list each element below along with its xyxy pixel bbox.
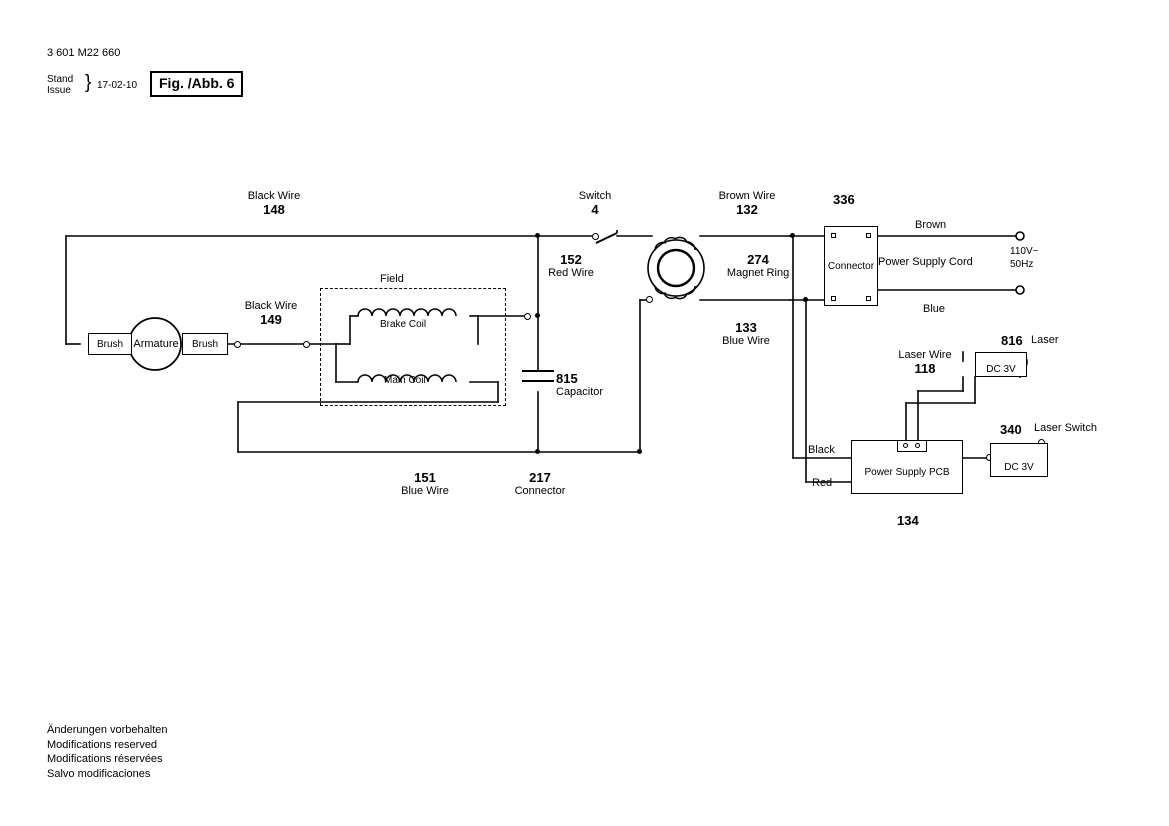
dc3v-switch-box xyxy=(990,443,1048,477)
pcb-header-connector xyxy=(897,440,927,452)
label-815-name: Capacitor xyxy=(556,386,604,398)
label-815-num: 815 xyxy=(556,371,578,386)
label-149-name: Black Wire xyxy=(244,300,298,312)
brake-coil-label: Brake Coil xyxy=(380,319,427,330)
label-152-num: 152 xyxy=(560,252,582,267)
label-118-name: Laser Wire xyxy=(898,349,952,361)
label-274 xyxy=(714,252,802,279)
footer-line: Salvo modificaciones xyxy=(47,767,151,780)
issue-label: Issue xyxy=(47,85,71,96)
main-switch-symbol xyxy=(596,230,617,243)
brace-glyph: } xyxy=(85,72,92,93)
text-mains-voltage: 110V~ xyxy=(1010,246,1039,257)
dc3v-laser-box xyxy=(975,352,1027,377)
label-274-num: 274 xyxy=(747,252,769,267)
power-supply-cord-label xyxy=(878,247,1022,277)
main-coil-label: Main Coil xyxy=(384,375,426,386)
label-217-num: 217 xyxy=(529,470,551,485)
label-815 xyxy=(556,371,603,398)
label-132-num: 132 xyxy=(736,202,758,217)
field-enclosure xyxy=(320,288,506,406)
junction-top-bus xyxy=(535,233,540,238)
text-black: Black xyxy=(808,444,835,456)
label-switch-4 xyxy=(555,190,635,217)
label-switch-4-num: 4 xyxy=(591,202,599,217)
label-149 xyxy=(212,300,330,327)
node-brush-right xyxy=(234,341,241,348)
connector-336-label: Connector xyxy=(827,260,875,272)
label-133-name: Blue Wire xyxy=(722,335,770,347)
footer-line: Modifications reserved xyxy=(47,738,158,751)
connector-pin xyxy=(831,233,836,238)
text-blue: Blue xyxy=(923,303,946,315)
footer-line: Modifications réservées xyxy=(47,753,163,765)
label-133 xyxy=(700,320,792,347)
connector-pin xyxy=(866,296,871,301)
label-340-name: Laser Switch xyxy=(1034,422,1097,434)
label-152 xyxy=(531,252,611,279)
magnet-ring-symbol xyxy=(648,237,704,298)
mains-terminal-top xyxy=(1016,232,1024,240)
label-336: 336 xyxy=(833,192,855,207)
label-816-num: 816 xyxy=(1001,333,1023,348)
pcb-pin xyxy=(915,443,920,448)
label-134: 134 xyxy=(897,513,919,528)
connector-336-box xyxy=(824,226,878,306)
label-132 xyxy=(701,190,793,217)
field-label: Field xyxy=(380,273,404,285)
power-supply-cord-text: Power Supply Cord xyxy=(878,256,973,268)
label-148 xyxy=(215,190,333,217)
stand-label: Stand xyxy=(47,74,74,85)
label-217-name: Connector xyxy=(514,485,566,497)
label-133-num: 133 xyxy=(735,320,757,335)
text-red: Red xyxy=(812,477,833,489)
dc3v-laser-label: DC 3V xyxy=(986,364,1016,375)
label-340-num: 340 xyxy=(1000,422,1022,437)
part-number: 3 601 M22 660 xyxy=(47,47,121,59)
dc3v-switch-label: DC 3V xyxy=(1004,461,1034,473)
junction-red-tap xyxy=(803,297,808,302)
label-217 xyxy=(498,470,582,497)
armature-label: Armature xyxy=(133,338,179,350)
junction-field-cap xyxy=(535,313,540,318)
label-151-name: Blue Wire xyxy=(401,485,449,497)
junction-black-tap xyxy=(790,233,795,238)
junction-217 xyxy=(637,449,642,454)
label-151 xyxy=(383,470,467,497)
label-149-num: 149 xyxy=(260,312,282,327)
mains-terminal-bottom xyxy=(1016,286,1024,294)
junction-bottom-bus xyxy=(535,449,540,454)
label-132-name: Brown Wire xyxy=(718,190,776,202)
brush-left: Brush xyxy=(88,333,132,355)
label-816-name: Laser xyxy=(1031,334,1059,346)
label-152-name: Red Wire xyxy=(548,267,594,279)
label-switch-4-name: Switch xyxy=(578,190,612,202)
connector-pin xyxy=(831,296,836,301)
label-151-num: 151 xyxy=(414,470,436,485)
text-brown: Brown xyxy=(915,219,947,231)
pcb-pin xyxy=(903,443,908,448)
figure-badge: Fig. /Abb. 6 xyxy=(150,71,243,97)
brush-right: Brush xyxy=(182,333,228,355)
connector-pin xyxy=(866,233,871,238)
issue-date: 17-02-10 xyxy=(97,80,138,91)
label-118 xyxy=(884,349,966,376)
power-supply-pcb-label: Power Supply PCB xyxy=(864,466,950,478)
label-148-num: 148 xyxy=(263,202,285,217)
node-field-out xyxy=(524,313,531,320)
node-switch-left xyxy=(592,233,599,240)
footer-line: Änderungen vorbehalten xyxy=(47,724,168,736)
label-274-name: Magnet Ring xyxy=(726,267,790,279)
text-mains-frequency: 50Hz xyxy=(1010,259,1034,270)
label-148-name: Black Wire xyxy=(247,190,301,202)
label-118-num: 118 xyxy=(914,361,936,376)
node-ring-lower-left xyxy=(646,296,653,303)
node-black-wire-149 xyxy=(303,341,310,348)
